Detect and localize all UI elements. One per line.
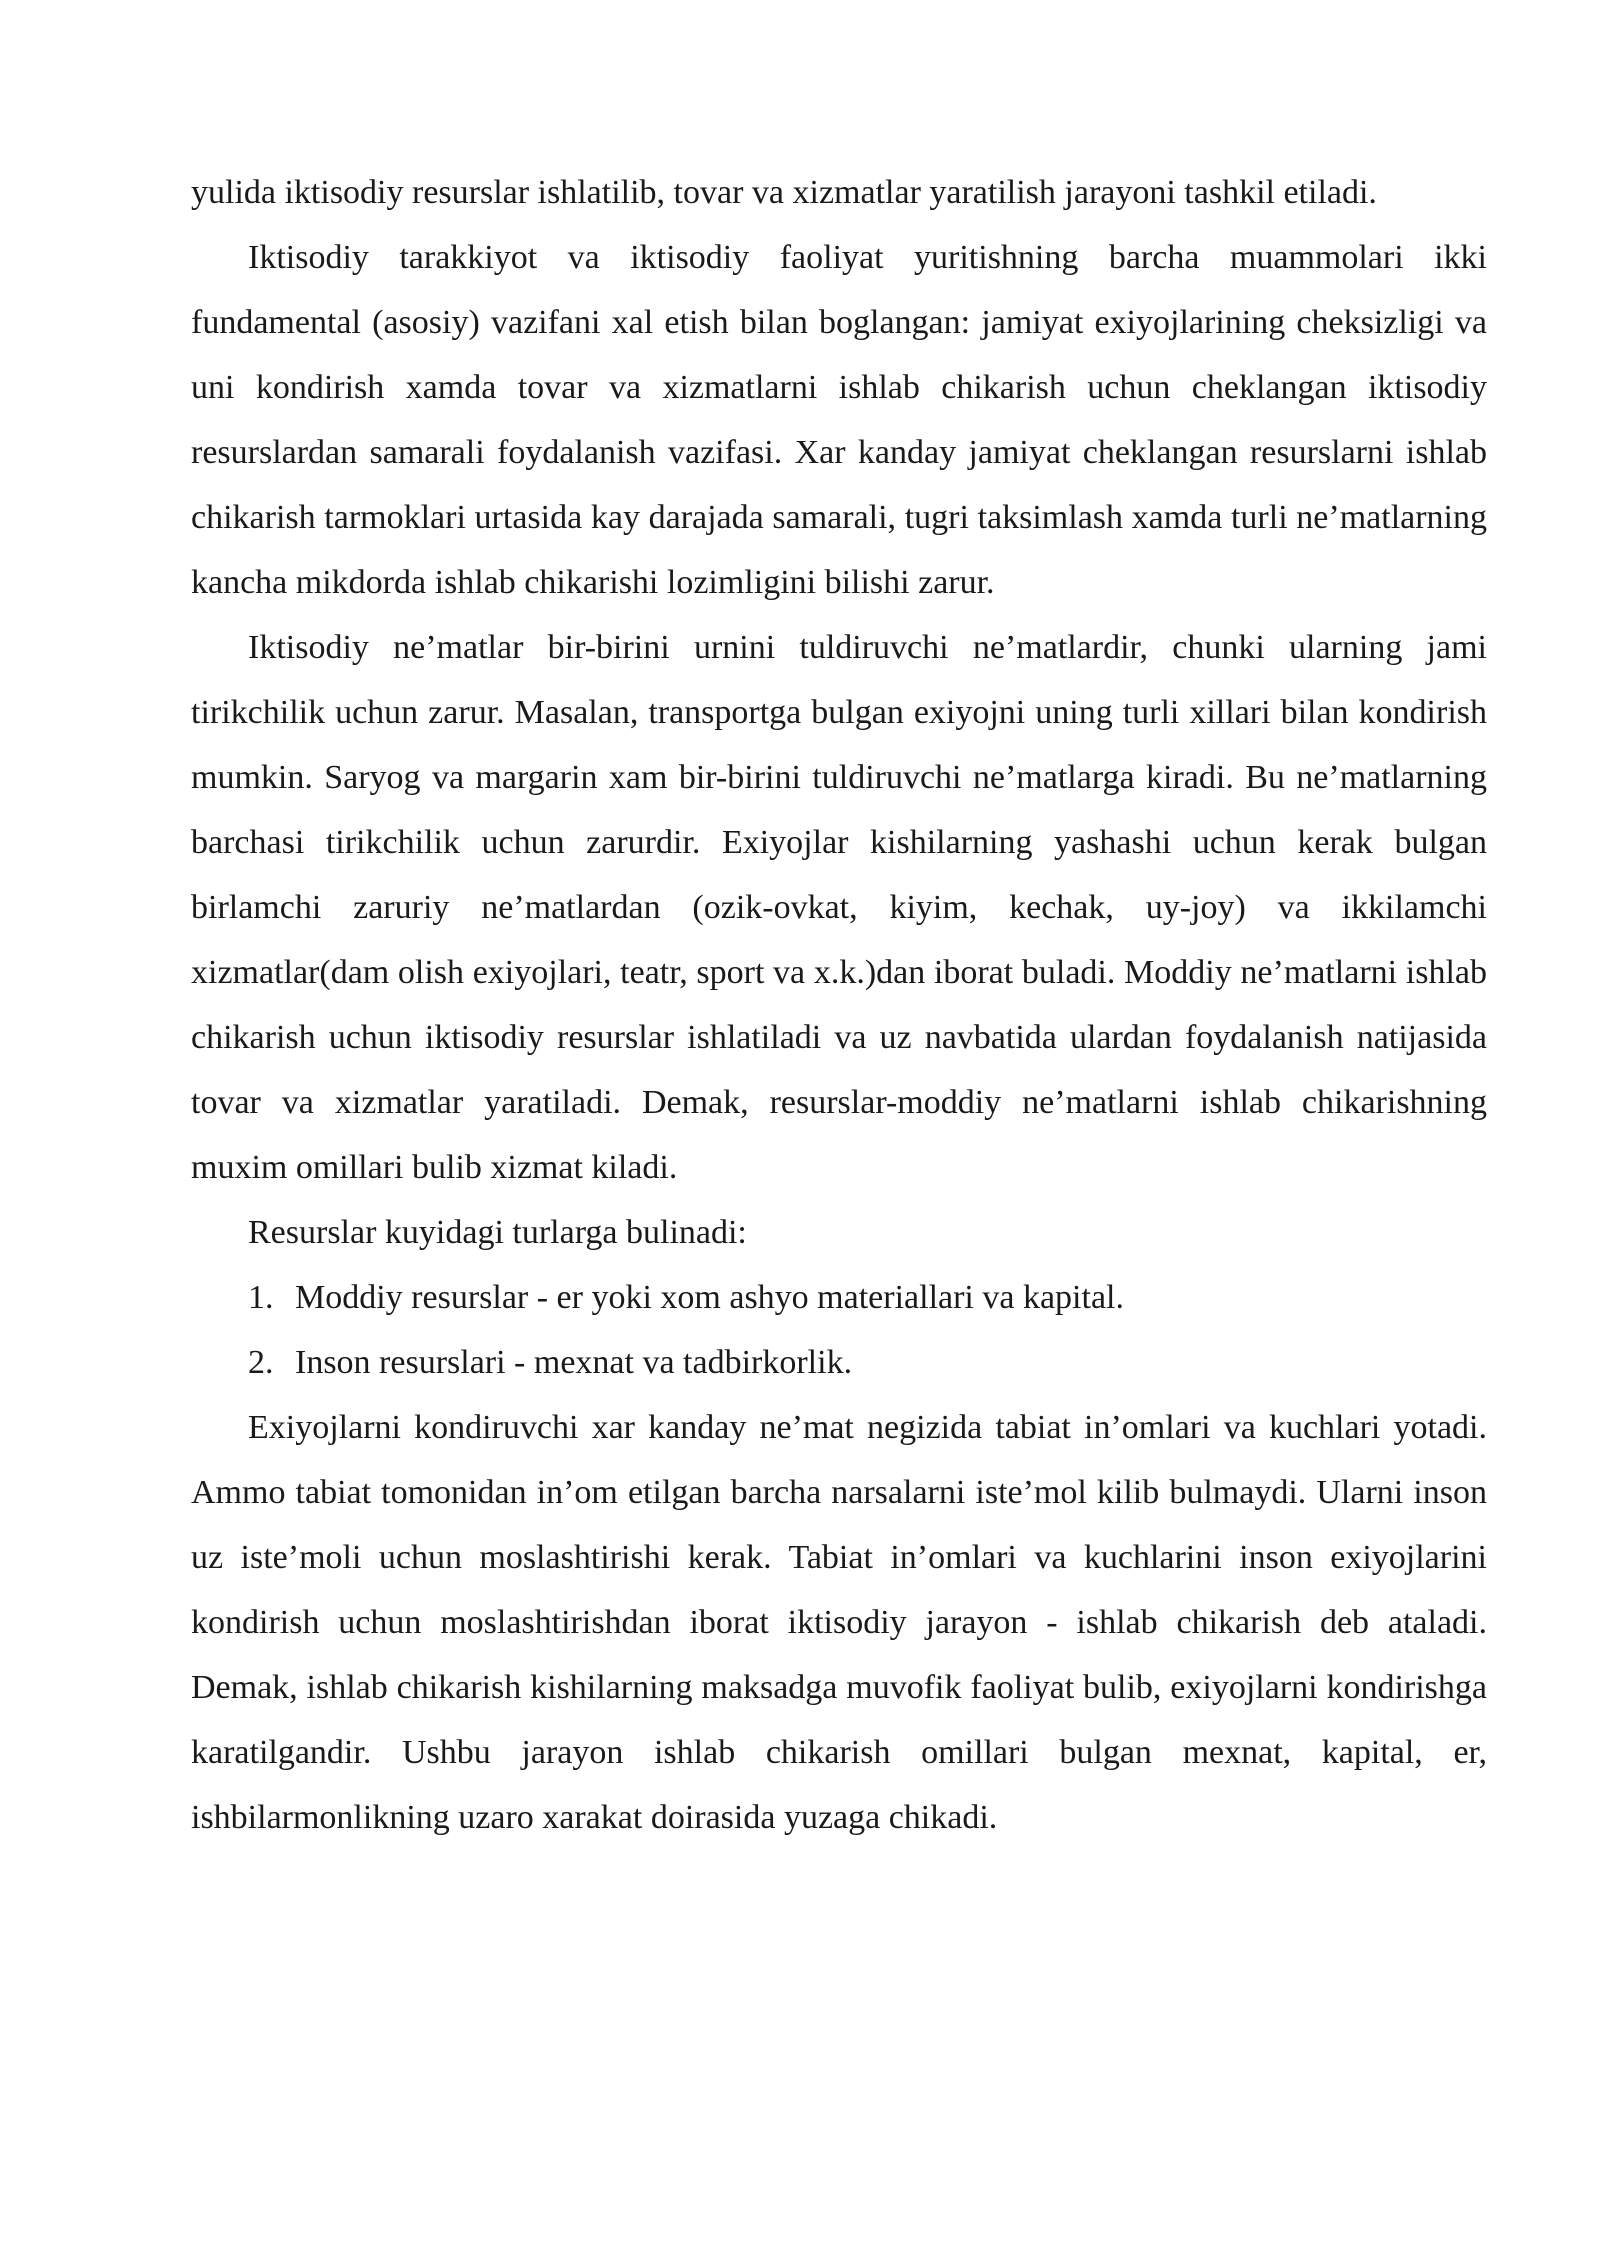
document-body xyxy=(191,160,1487,1850)
list-number: 1. xyxy=(248,1279,274,1316)
list-item-human-resources xyxy=(191,1330,1487,1395)
list-number: 2. xyxy=(248,1344,274,1381)
paragraph-fundamental-tasks: Iktisodiy tarakkiyot va iktisodiy faoliyat yuritishning barcha muammolari ikki fundamental (asosiy) vazifani xal etish bilan boglangan: jamiyat exiyojlarining cheksizligi va uni kondirish xamda tovar va xizmatlarni ishlab chikarish uchun cheklangan iktisodiy resurslardan samarali foydalanish vazifasi. Xar kanday jamiyat cheklangan resurslarni ishlab chikarish tarmoklari urtasida kay darajada samarali, tugri taksimlash xamda turli ne’matlarning kancha mikdorda ishlab chikarishi lozimligini bilishi zarur. xyxy=(191,239,1487,601)
list-item-material-resources xyxy=(191,1265,1487,1330)
paragraph-economic-goods: Iktisodiy ne’matlar bir-birini urnini tuldiruvchi ne’matlardir, chunki ularning jami tirikchilik uchun zarur. Masalan, transportga bulgan exiyojni uning turli xillari bilan kondirish mumkin. Saryog va margarin xam bir-birini tuldiruvchi ne’matlarga kiradi. Bu ne’matlarning barchasi tirikchilik uchun zarurdir. Exiyojlar kishilarning yashashi uchun kerak bulgan birlamchi zaruriy ne’matlardan (ozik-ovkat, kiyim, kechak, uy-joy) va ikkilamchi xizmatlar(dam olish exiyojlari, teatr, sport va x.k.)dan iborat buladi. Moddiy ne’matlarni ishlab chikarish uchun iktisodiy resurslar ishlatiladi va uz navbatida ulardan foydalanish natijasida tovar va xizmatlar yaratiladi. Demak, resurslar-moddiy ne’matlarni ishlab chikarishning muxim omillari bulib xizmat kiladi. xyxy=(191,629,1487,1186)
paragraph-resource-types-intro: Resurslar kuyidagi turlarga bulinadi: xyxy=(248,1214,747,1251)
list-text: Inson resurslari - mexnat va tadbirkorlik. xyxy=(295,1344,853,1381)
paragraph-continuation: yulida iktisodiy resurslar ishlatilib, tovar va xizmatlar yaratilish jarayoni tashkil etiladi. xyxy=(191,174,1377,211)
paragraph-production-process: Exiyojlarni kondiruvchi xar kanday ne’mat negizida tabiat in’omlari va kuchlari yotadi. Ammo tabiat tomonidan in’om etilgan barcha narsalarni iste’mol kilib bulmaydi. Ularni inson uz iste’moli uchun moslashtirishi kerak. Tabiat in’omlari va kuchlarini inson exiyojlarini kondirish uchun moslashtirishdan iborat iktisodiy jarayon - ishlab chikarish deb ataladi. Demak, ishlab chikarish kishilarning maksadga muvofik faoliyat bulib, exiyojlarni kondirishga karatilgandir. Ushbu jarayon ishlab chikarish omillari bulgan mexnat, kapital, er, ishbilarmonlikning uzaro xarakat doirasida yuzaga chikadi. xyxy=(191,1409,1487,1836)
list-text: Moddiy resurslar - er yoki xom ashyo materiallari va kapital. xyxy=(295,1279,1124,1316)
